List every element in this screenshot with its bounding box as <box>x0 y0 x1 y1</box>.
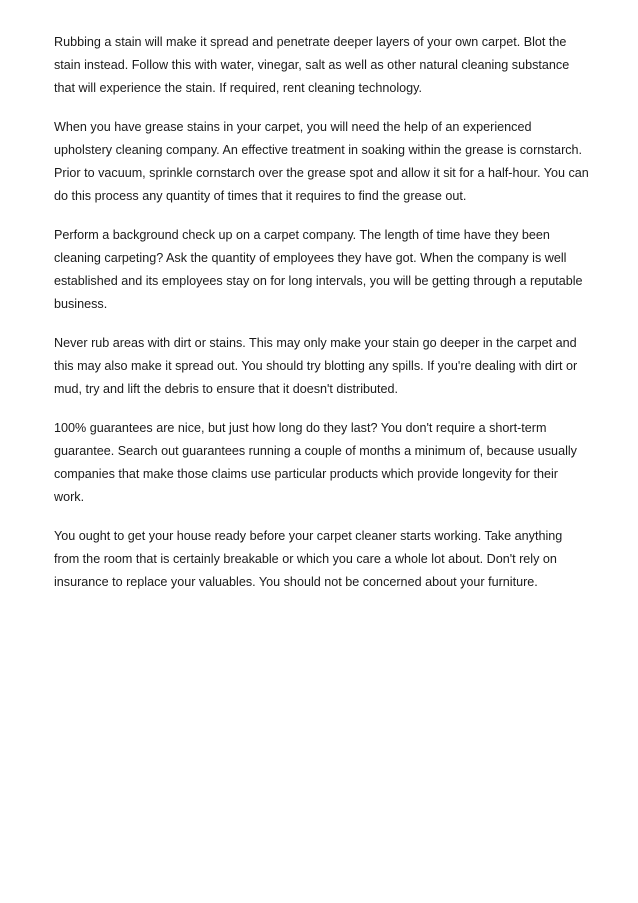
document-body <box>54 31 590 610</box>
paragraph-2: When you have grease stains in your carpet, you will need the help of an experienced upholstery cleaning company. An effective treatment in soaking within the grease is cornstarch. Prior to vacuum, sprinkle cornstarch over the grease spot and allow it sit for a half-hour. You can do this process any quantity of times that it requires to find the grease out. <box>54 120 589 203</box>
paragraph-3: Perform a background check up on a carpet company. The length of time have they been cleaning carpeting? Ask the quantity of employees they have got. When the company is well established and its employees stay on for long intervals, you will be getting through a reputable business. <box>54 228 583 311</box>
paragraph-5: 100% guarantees are nice, but just how long do they last? You don't require a short-term guarantee. Search out guarantees running a couple of months a minimum of, because usually companies that make those claims use particular products which provide longevity for their work. <box>54 421 577 504</box>
paragraph-6: You ought to get your house ready before your carpet cleaner starts working. Take anything from the room that is certainly breakable or which you care a whole lot about. Don't rely on insurance to replace your valuables. You should not be concerned about your furniture. <box>54 529 563 589</box>
paragraph-4: Never rub areas with dirt or stains. This may only make your stain go deeper in the carpet and this may also make it spread out. You should try blotting any spills. If you're dealing with dirt or mud, try and lift the debris to ensure that it doesn't distributed. <box>54 336 578 396</box>
paragraph-1: Rubbing a stain will make it spread and penetrate deeper layers of your own carpet. Blot the stain instead. Follow this with water, vinegar, salt as well as other natural cleaning substance that will experience the stain. If required, rent cleaning technology. <box>54 35 570 95</box>
